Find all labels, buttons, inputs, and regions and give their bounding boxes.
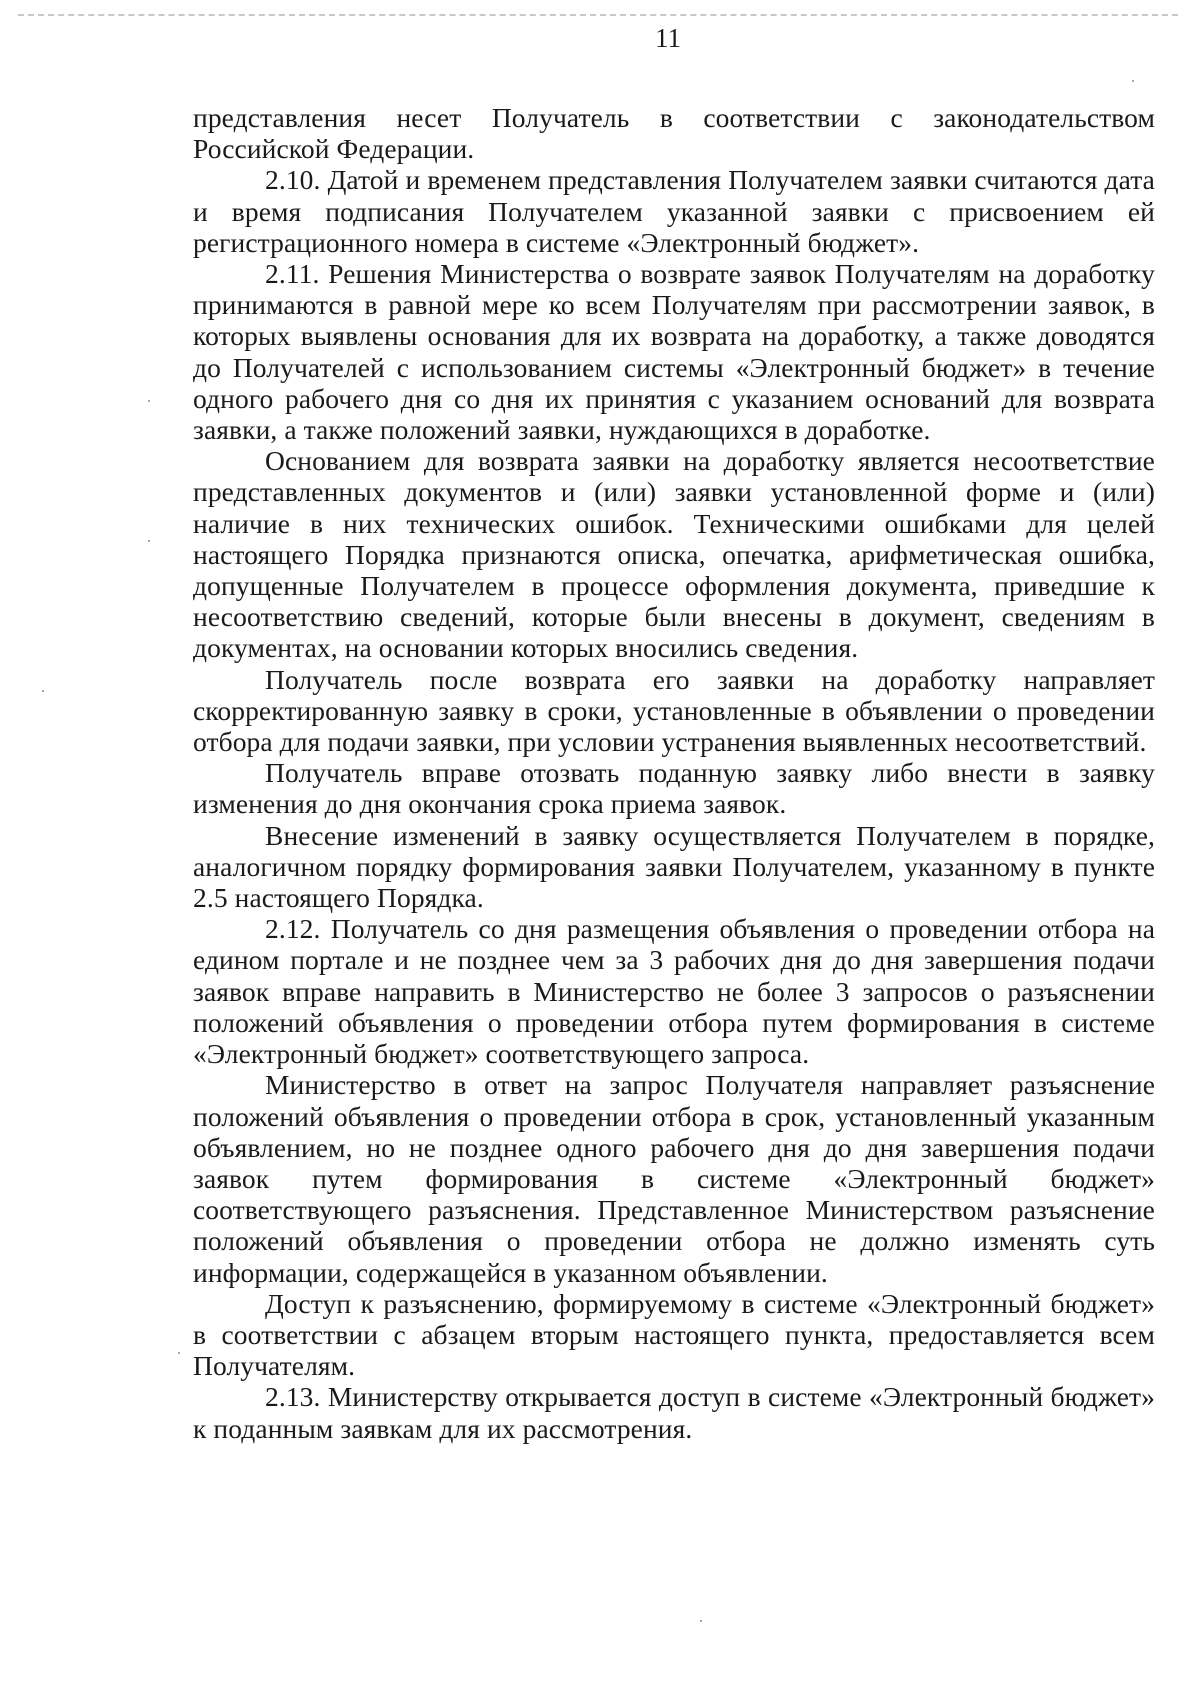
page-number: 11 (655, 23, 681, 53)
paragraph-resubmission: Получатель после возврата его заявки на доработку направляет скорректированную заявку в сроки, установленные в объявлении о проведении отбора для подачи заявки, при условии устранения выявленных несоответствий. (193, 663, 1155, 758)
paragraph-2-11: 2.11. Решения Министерства о возврате заявок Получателям на доработку принимаются в равной мере ко всем Получателям при рассмотрении заявок, в которых выявлены основания для их возврата на доработку, а также доводятся до Получателей с использованием системы «Электронный бюджет» в течение одного рабочего дня со дня их принятия с указанием оснований для возврата заявки, а также положений заявки, нуждающихся в доработке. (193, 258, 1155, 446)
paragraph-amendments: Внесение изменений в заявку осуществляется Получателем в порядке, аналогичном порядку формирования заявки Получателем, указанному в пункте 2.5 настоящего Порядка. (193, 819, 1155, 914)
paragraph-ministry-response: Министерство в ответ на запрос Получателя направляет разъяснение положений объявления о проведении отбора в срок, установленный указанным объявлением, но не позднее одного рабочего дня до дня завершения подачи заявок путем формирования в системе «Электронный бюджет» соответствующего разъяснения. Представленное Министерством разъяснение положений объявления о проведении отбора не должно изменять суть информации, содержащейся в указанном объявлении. (193, 1069, 1155, 1288)
paragraph-continuation: представления несет Получатель в соответствии с законодательством Российской Федерации. (193, 102, 1155, 165)
scan-speck (148, 540, 150, 542)
paragraph-access-clarification: Доступ к разъяснению, формируемому в системе «Электронный бюджет» в соответствии с абзацем вторым настоящего пункта, предоставляется всем Получателям. (193, 1287, 1155, 1382)
paragraph-return-grounds: Основанием для возврата заявки на доработку является несоответствие представленных документов и (или) заявки установленной форме и (или) наличие в них технических ошибок. Техническими ошибками для целей настоящего Порядка признаются описка, опечатка, арифметическая ошибка, допущенные Получателем в процессе оформления документа, приведшие к несоответствию сведений, которые были внесены в документ, сведениям в документах, на основании которых вносились сведения. (193, 445, 1155, 664)
paragraph-withdrawal: Получатель вправе отозвать поданную заявку либо внести в заявку изменения до дня окончания срока приема заявок. (193, 757, 1155, 820)
paragraph-2-13: 2.13. Министерству открывается доступ в системе «Электронный бюджет» к поданным заявкам для их рассмотрения. (193, 1381, 1155, 1444)
paragraph-2-10: 2.10. Датой и временем представления Получателем заявки считаются дата и время подписания Получателем указанной заявки с присвоением ей регистрационного номера в системе «Электронный бюджет». (193, 164, 1155, 258)
document-body (193, 102, 1155, 1444)
scan-speck (148, 400, 150, 402)
scan-speck (700, 1620, 702, 1622)
scan-speck (1132, 80, 1134, 82)
scan-speck (178, 1352, 180, 1354)
scan-speck (42, 690, 44, 692)
scan-edge-line (18, 14, 1178, 16)
paragraph-2-12: 2.12. Получатель со дня размещения объявления о проведении отбора на едином портале и не позднее чем за 3 рабочих дня до дня завершения подачи заявок вправе направить в Министерство не более 3 запросов о разъяснении положений объявления о проведении отбора путем формирования в системе «Электронный бюджет» соответствующего запроса. (193, 913, 1155, 1070)
